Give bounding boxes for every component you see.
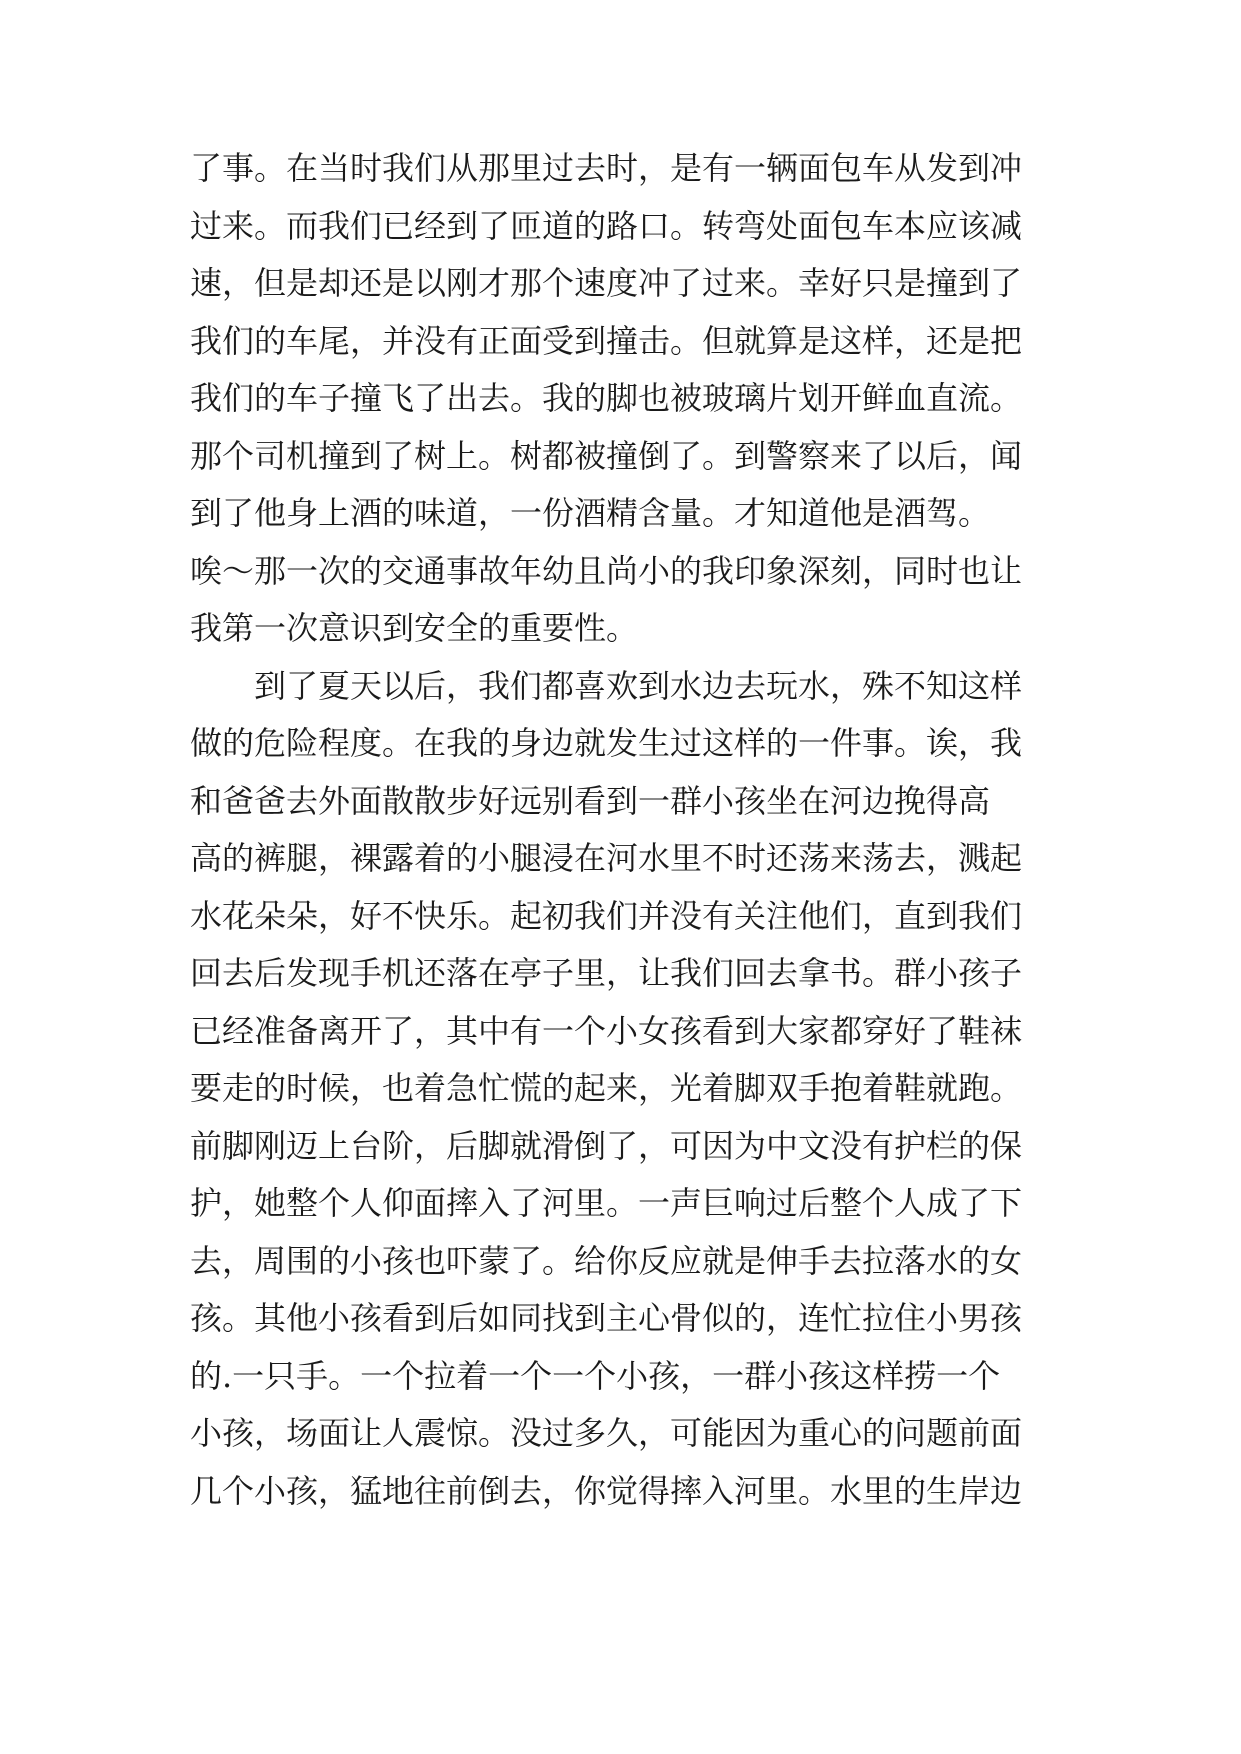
text-line: 和爸爸去外面散散步好远别看到一群小孩坐在河边挽得高 (190, 781, 991, 820)
text-line: 的.一只手。一个拉着一个一个小孩，一群小孩这样捞一个 (190, 1356, 1001, 1395)
paragraph-start-line: 到了夏天以后，我们都喜欢到水边去玩水，殊不知这样 (254, 666, 1023, 705)
text-line: 我们的车尾，并没有正面受到撞击。但就算是这样，还是把 (190, 321, 1023, 360)
text-line: 速，但是却还是以刚才那个速度冲了过来。幸好只是撞到了 (190, 264, 1023, 302)
text-line: 我第一次意识到安全的重要性。 (190, 609, 639, 647)
text-line: 了事。在当时我们从那里过去时，是有一辆面包车从发到冲 (190, 149, 1023, 187)
text-line: 去，周围的小孩也吓蒙了。给你反应就是伸手去拉落水的女 (190, 1241, 1023, 1280)
text-line: 高的裤腿，裸露着的小腿浸在河水里不时还荡来荡去，溅起 (190, 839, 1023, 877)
text-line: 那个司机撞到了树上。树都被撞倒了。到警察来了以后，闻 (190, 436, 1023, 475)
text-line: 过来。而我们已经到了匝道的路口。转弯处面包车本应该减 (190, 206, 1023, 245)
text-line: 做的危险程度。在我的身边就发生过这样的一件事。诶，我 (190, 724, 1023, 762)
text-line: 唉～那一次的交通事故年幼且尚小的我印象深刻，同时也让 (190, 551, 1023, 590)
text-line: 水花朵朵，好不快乐。起初我们并没有关注他们，直到我们 (190, 896, 1023, 935)
text-line: 我们的车子撞飞了出去。我的脚也被玻璃片划开鲜血直流。 (190, 379, 1023, 417)
text-line: 要走的时候，也着急忙慌的起来，光着脚双手抱着鞋就跑。 (190, 1069, 1023, 1107)
text-line: 孩。其他小孩看到后如同找到主心骨似的，连忙拉住小男孩 (190, 1299, 1023, 1337)
text-line: 前脚刚迈上台阶，后脚就滑倒了，可因为中文没有护栏的保 (190, 1126, 1023, 1165)
body-text (190, 140, 1070, 1520)
text-line: 回去后发现手机还落在亭子里，让我们回去拿书。群小孩子 (190, 954, 1023, 992)
text-line: 已经准备离开了，其中有一个小女孩看到大家都穿好了鞋袜 (190, 1011, 1023, 1050)
text-line: 几个小孩，猛地往前倒去，你觉得摔入河里。水里的生岸边 (190, 1471, 1023, 1510)
text-line: 小孩，场面让人震惊。没过多久，可能因为重心的问题前面 (190, 1414, 1023, 1452)
text-line: 到了他身上酒的味道，一份酒精含量。才知道他是酒驾。 (190, 494, 991, 532)
text-line: 护，她整个人仰面摔入了河里。一声巨响过后整个人成了下 (190, 1184, 1023, 1222)
